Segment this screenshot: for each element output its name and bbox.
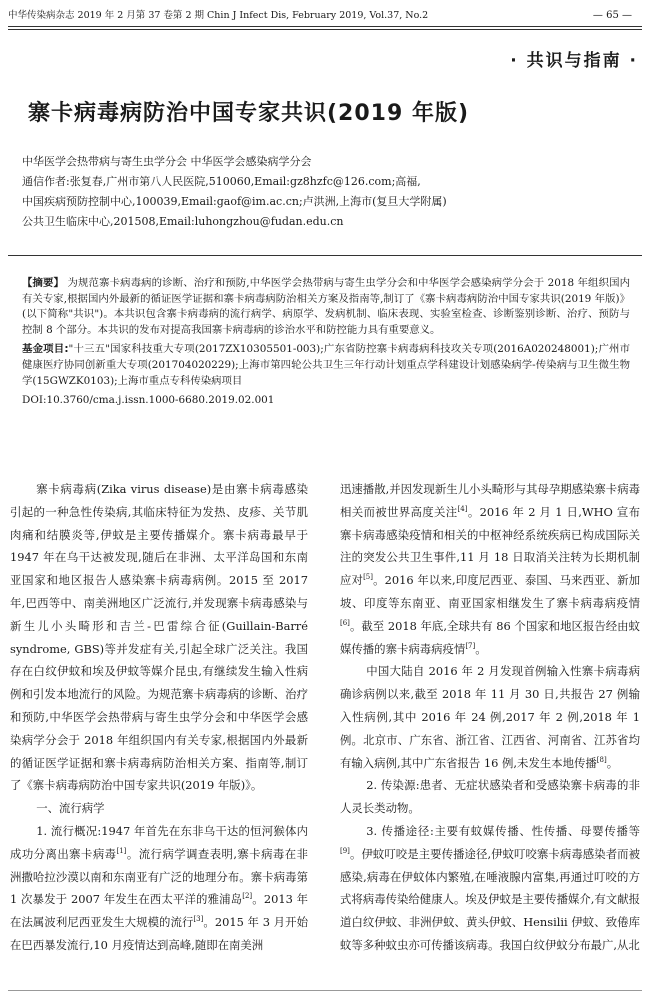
cont-text-3: 。2016 年以来,印度尼西亚、泰国、马来西亚、新加坡、印度等东南亚、南亚国家相继发生了寨卡病毒病疫情 [340, 573, 640, 610]
doi: DOI:10.3760/cma.j.issn.1000-6680.2019.02.001 [22, 394, 275, 407]
section-title: · 共识与指南 · [510, 51, 638, 71]
cont-text-4: 。截至 2018 年底,全球共有 86 个国家和地区报告经由蚊媒传播的寨卡病毒病疫情 [340, 618, 640, 656]
citation-1[interactable]: [1] [116, 846, 127, 855]
author-line-3: 中国疾病预防控制中心,100039,Email:gaof@im.ac.cn;卢洪洲,上海市(复旦大学附属) [22, 195, 447, 208]
citation-5[interactable]: [5] [363, 573, 373, 582]
citation-8[interactable]: [8] [596, 755, 607, 764]
page-bottom-rule [8, 990, 642, 991]
citation-6[interactable]: [6] [340, 618, 350, 627]
china-text-1: 中国大陆自 2016 年 2 月发现首例输入性寨卡病毒病确诊病例以来,截至 2018 年 11 月 30 日,共报告 27 例输入性病例,其中 2016 年 24 例,2017 年 2 例,2018 年 1 例。北京市、广东省、浙江省、江西省、河南省、江苏省均有输入病例,其中广东省报告 16 例,未发生本地传播 [340, 664, 640, 770]
intro-paragraph: 寨卡病毒病(Zika virus disease)是由寨卡病毒感染引起的一种急性传染病,其临床特征为发热、皮疹、关节肌肉痛和结膜炎等,伊蚊是主要传播媒介。寨卡病毒最早于 1947 年在乌干达被发现,随后在非洲、太平洋岛国和东南亚国家和地区报告人感染寨卡病毒病例。2015 至 2017 年,巴西等中、南美洲地区广泛流行,并发现寨卡病毒感染与新生儿小头畸形和吉兰-巴雷综合征(Guillain-Barré syndrome, GBS)等并发症有关,引起全球广泛关注。我国存在白纹伊蚊和埃及伊蚊等媒介昆虫,有继续发生输入性病例和引发本地流行的风险。为规范寨卡病毒病的诊断、治疗和预防,中华医学会热带病与寄生虫学分会和中华医学会感染病学分会于 2018 年组织国内有关专家,根据国内外最新的循证医学证据和寨卡病毒病防治相关方案、指南等,制订了《寨卡病毒病防治中国专家共识(2019 年版)》。 [10, 482, 308, 793]
body-column-right [340, 478, 640, 957]
author-line-4: 公共卫生临床中心,201508,Email:luhongzhou@fudan.edu.cn [22, 215, 344, 228]
author-line-2: 通信作者:张复春,广州市第八人民医院,510060,Email:gz8hzfc@126.com;高福, [22, 175, 421, 188]
transmission-paragraph [340, 820, 640, 957]
china-text-2: 。 [606, 755, 619, 770]
page-number: — 65 — [592, 10, 632, 21]
section-heading-epidemiology: 一、流行病学 [36, 801, 105, 816]
abstract-text: 为规范寨卡病毒病的诊断、治疗和预防,中华医学会热带病与寄生虫学分会和中华医学会感染病学分会于 2018 年组织国内有关专家,根据国内外最新的循证医学证据和寨卡病毒病防治相关方案及指南等,制订了《寨卡病毒病防治中国专家共识(2019 年版)》(以下简称"共识")。本共识包含寨卡病毒病的流行病学、病原学、发病机制、临床表现、实验室检查、诊断鉴别诊断、治疗、预防与控制 8 个部分。本共识的发布对提高我国寨卡病毒病的诊治水平和防控能力具有重要意义。 [22, 277, 630, 336]
abstract-paragraph [22, 276, 630, 338]
citation-9[interactable]: [9] [340, 846, 350, 855]
citation-3[interactable]: [3] [193, 915, 204, 924]
china-cases-paragraph [340, 660, 640, 774]
source-paragraph: 2. 传染源:患者、无症状感染者和受感染寨卡病毒的非人灵长类动物。 [340, 778, 640, 816]
abstract-block [22, 276, 630, 413]
citation-4[interactable]: [4] [457, 504, 468, 513]
cont-text-2: 。2016 年 2 月 1 日,WHO 宣布寨卡病毒感染疫情和相关的中枢神经系统疾病已构成国际关注的突发公共卫生事件,11 月 18 日取消关注转为长期机制应对 [340, 504, 640, 588]
abstract-divider [8, 255, 642, 256]
epi-text-1: 1. 流行概况:1947 年首先在东非乌干达的恒河猴体内成功分离出寨卡病毒 [10, 823, 308, 861]
cont-text-1: 迅速播散,并因发现新生儿小头畸形与其母孕期感染寨卡病毒相关而被世界高度关注 [340, 482, 640, 519]
header-rule-2 [8, 29, 642, 30]
citation-2[interactable]: [2] [242, 892, 253, 901]
cont-text-5: 。 [475, 641, 487, 656]
body-column-left [10, 478, 308, 957]
funding-paragraph [22, 342, 630, 389]
epi-text-2: 。流行病学调查表明,寨卡病毒在非洲撒哈拉沙漠以南和东南亚有广泛的地理分布。寨卡病毒第 1 次暴发于 2007 年发生在西太平洋的雅浦岛 [10, 846, 308, 907]
citation-7[interactable]: [7] [465, 641, 476, 650]
journal-header: 中华传染病杂志 2019 年 2 月第 37 卷第 2 期 Chin J Infect Dis, February 2019, Vol.37, No.2 [8, 10, 429, 21]
abstract-label: 【摘要】 [22, 277, 65, 289]
epi-text-3: 。2013 年在法属波利尼西亚发生大规模的流行 [10, 892, 309, 930]
trans-text-2: 。伊蚊叮咬是主要传播途径,伊蚊叮咬寨卡病毒感染者而被感染,病毒在伊蚊体内繁殖,在唾液腺内富集,再通过叮咬的方式将病毒传染给健康人。埃及伊蚊是主要传播媒介,有文献报道白纹伊蚊、非洲伊蚊、黄头伊蚊、Hensilii 伊蚊、致倦库蚊等多种蚊虫亦可传播该病毒。我国白纹伊蚊分布最广,从北 [340, 846, 640, 952]
author-block [22, 152, 634, 232]
trans-text-1: 3. 传播途径:主要有蚊媒传播、性传播、母婴传播等 [366, 823, 640, 838]
continued-paragraph [340, 478, 640, 660]
funding-label: 基金项目: [22, 343, 69, 356]
header-rule [8, 26, 642, 27]
author-line-1: 中华医学会热带病与寄生虫学分会 中华医学会感染病学分会 [22, 155, 312, 168]
funding-text: "十三五"国家科技重大专项(2017ZX10305501-003);广东省防控寨卡病毒病科技攻关专项(2016A020248001);广州市健康医疗协同创新重大专项(201704020229);上海市第四轮公共卫生三年行动计划重点学科建设计划感染病学-传染病与卫生微生物学(15GWZK0103);上海市重点专科传染病项目 [22, 343, 630, 387]
epi-text-4: 。2015 年 3 月开始在巴西暴发流行,10 月疫情达到高峰,随即在南美洲 [10, 915, 308, 952]
article-title: 寨卡病毒病防治中国专家共识(2019 年版) [28, 101, 470, 126]
epidemic-overview-paragraph [10, 820, 308, 957]
